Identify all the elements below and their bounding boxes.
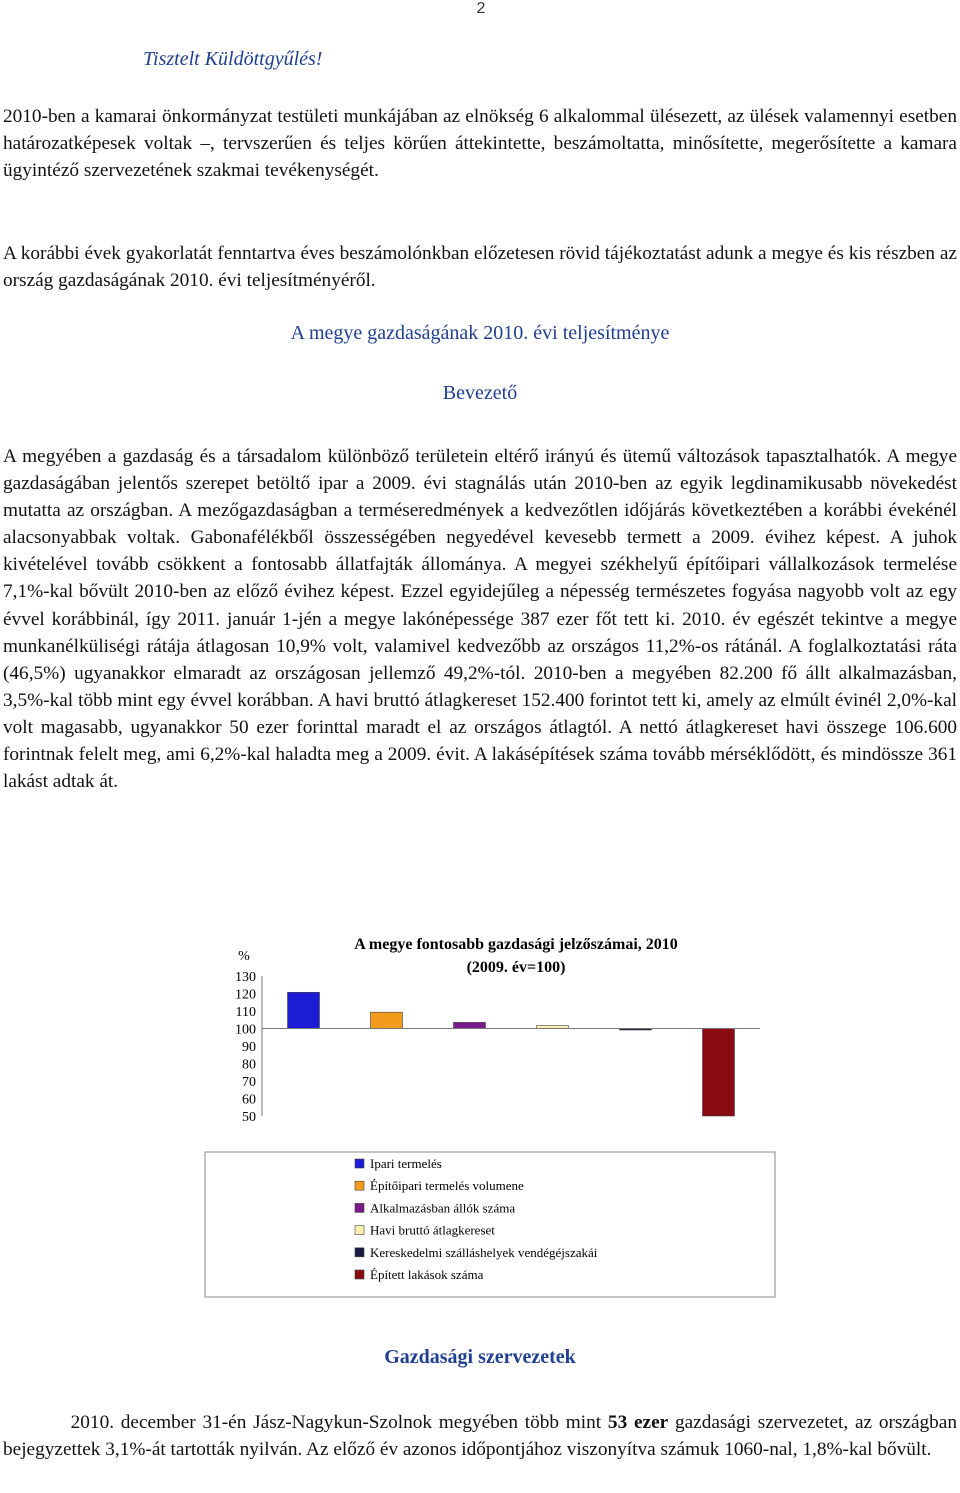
organizations-count: 53 ezer <box>607 1412 669 1433</box>
subsection-heading-organizations: Gazdasági szervezetek <box>384 1346 576 1368</box>
bar <box>703 1029 735 1117</box>
organizations-text-end: gazdasági szervezetet, az országban bejegyzettek 3,1%-át tartották nyilván. Az előző év azonos időpontjához viszonyítva számuk 1060-nal, 1,8%-kal bővült. <box>3 1412 957 1460</box>
legend-label: Havi bruttó átlagkereset <box>370 1222 495 1238</box>
y-tick-label: 60 <box>242 1092 256 1108</box>
y-tick-label: 130 <box>235 970 256 985</box>
legend-label: Építőipari termelés volumene <box>370 1178 524 1194</box>
legend-swatch <box>355 1270 364 1279</box>
chart-subtitle: (2009. év=100) <box>466 959 566 976</box>
organizations-text-start: 2010. december 31-én Jász-Nagykun-Szolnok megyében több mint <box>70 1412 608 1433</box>
legend-label: Kereskedelmi szálláshelyek vendégéjszakái <box>370 1244 598 1260</box>
legend-swatch <box>355 1203 364 1212</box>
y-tick-label: 80 <box>242 1057 256 1073</box>
subsection-heading-intro: Bevezető <box>442 382 518 404</box>
bar <box>454 1022 486 1028</box>
legend-swatch <box>355 1226 364 1235</box>
legend-swatch <box>355 1159 364 1168</box>
y-tick-label: 110 <box>235 1005 256 1020</box>
legend-label: Ipari termelés <box>370 1156 442 1171</box>
bar <box>288 992 320 1028</box>
y-axis-unit: % <box>238 949 250 964</box>
y-tick-label: 70 <box>242 1075 256 1090</box>
page-number: 2 <box>476 0 486 17</box>
economy-paragraph: A megyében a gazdaság és a társadalom különböző területein eltérő irányú és ütemű változások tapasztalhatók. A megye gazdaságában jelentős szerepet betöltő ipar a 2009. évi stagnálás után 2010-ben az egyik legdinamikusabb növekedést mutatta az országban. A mezőgazdaságban a terméseredmények a kedvezőtlen időjárás következtében a korábbi évekénél alacsonyabbak voltak. Gabonafélékből összességében negyedével kevesebb termett a 2009. évihez képest. A juhok kivételével tovább csökkent a fontosabb állatfajták állománya. A megyei székhelyű építőipari vállalkozások termelése 7,1%-kal bővült 2010-ben az előző évihez képest. Ezzel egyidejűleg a népesség természetes fogyása nagyobb volt az egy évvel korábbinál, így 2011. január 1-jén a megye lakónépessége 387 ezer főt tett ki. 2010. év egészét tekintve a megye munkanélküliségi rátája átlagosan 10,9% volt, valamivel kedvezőbb az országos 11,2%-os rátánál. A foglalkoztatási ráta (46,5%) ugyanakkor elmaradt az országosan jellemző 49,2%-tól. 2010-ben a megyében 82.200 fő állt alkalmazásban, 3,5%-kal több mint egy évvel korábban. A havi bruttó átlagkereset 152.400 forintot tett ki, amely az elmúlt évinél 2,0%-kal volt magasabb, ugyanakkor 50 ezer forinttal maradt el az országos átlagtól. A nettó átlagkereset havi összege 106.600 forintnak felelt meg, ami 6,2%-kal haladta meg a 2009. évit. A lakásépítések száma tovább mérséklődött, és mindössze 361 lakást adtak át. <box>3 446 957 793</box>
bar <box>371 1012 403 1028</box>
section-heading: A megye gazdaságának 2010. évi teljesítménye <box>290 322 670 344</box>
economic-indicators-chart <box>200 928 780 1308</box>
chart-title: A megye fontosabb gazdasági jelzőszámai, 2010 <box>354 936 678 953</box>
legend-label: Épített lakások száma <box>370 1267 484 1282</box>
legend-swatch <box>355 1181 364 1190</box>
legend-swatch <box>355 1248 364 1257</box>
report-paragraph: A korábbi évek gyakorlatát fenntartva éves beszámolónkban előzetesen rövid tájékoztatást adunk a megye és kis részben az ország gazdaságának 2010. évi teljesítményéről. <box>3 243 957 291</box>
organizations-paragraph <box>3 1409 957 1463</box>
y-tick-label: 120 <box>235 987 256 1003</box>
salutation: Tisztelt Küldöttgyűlés! <box>143 48 323 70</box>
y-tick-label: 100 <box>235 1022 256 1038</box>
intro-paragraph: 2010-ben a kamarai önkormányzat testületi munkájában az elnökség 6 alkalommal ülésezett, az ülések valamennyi esetben határozatképesek voltak –, tervszerűen és teljes körűen áttekintette, beszámoltatta, minősítette, megerősítette a kamara ügyintéző szervezetének szakmai tevékenységét. <box>3 106 957 181</box>
y-tick-label: 90 <box>242 1040 256 1055</box>
legend-label: Alkalmazásban állók száma <box>370 1200 516 1216</box>
y-tick-label: 50 <box>242 1110 256 1125</box>
